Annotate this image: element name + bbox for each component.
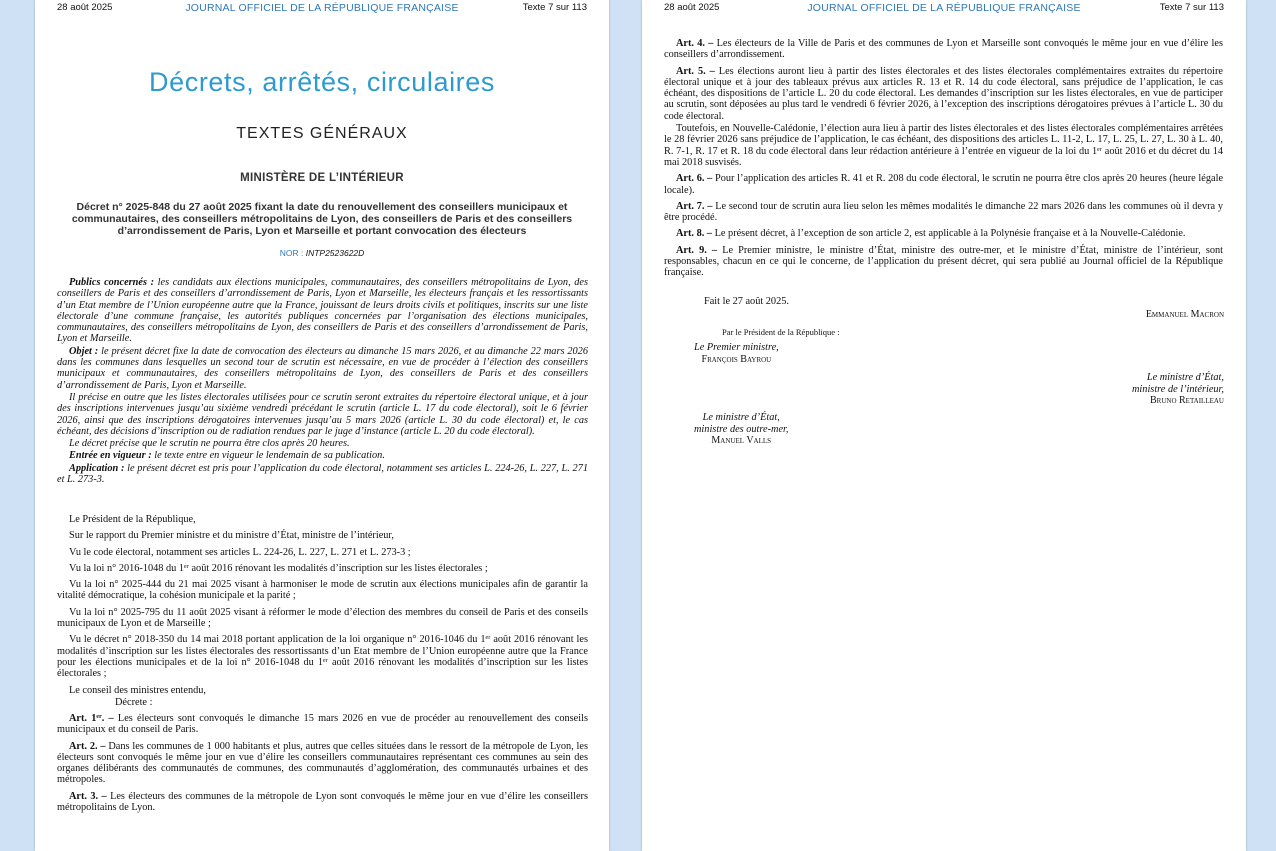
- summary-precise-1: Il précise en outre que les listes électorales utilisées pour ce scrutin seront extraites du répertoire électoral unique, et à jour des inscriptions intervenues jusqu’au sixième vendredi précédant le scrutin (article L. 17 du code électoral), soit le 6 février 2026, ainsi que des inscriptions dérogatoires intervenues jusqu’au 5 mars 2026 (article L. 30 du code électoral) et, le cas échéant, des décisions d’inscription ou de radiation rendues par le juge d’instance (article L. 20 du code électoral).: [57, 391, 588, 437]
- visa-line: Le conseil des ministres entendu,: [69, 684, 206, 696]
- rubric-title: Décrets, arrêtés, circulaires: [149, 67, 495, 97]
- interieur-title-1: Le ministre d’État,: [1146, 372, 1224, 383]
- visa-line: Vu la loi n° 2025-795 du 11 août 2025 visant à réformer le mode d’élection des membres du conseil de Paris et des conseils municipaux de Lyon et de Marseille ;: [57, 606, 588, 630]
- ministry-name: MINISTÈRE DE L’INTÉRIEUR: [240, 172, 404, 184]
- article: Art. 2. – Dans les communes de 1 000 habitants et plus, autres que celles situées dans le ressort de la métropole de Lyon, les électeurs sont convoqués le même jour en vue d’élire les conseillers communautaires représentant ces communes au sein des organes délibérants des communautés de communes, des communautés d’agglomération, des communautés urbaines et des métropoles.: [57, 740, 588, 786]
- document-page-2: [642, 0, 1246, 851]
- visa-line: Vu le code électoral, notamment ses articles L. 224-26, L. 227, L. 271 et L. 273-3 ;: [69, 546, 411, 558]
- article: Art. 7. – Le second tour de scrutin aura lieu selon les mêmes modalités le dimanche 22 mars 2026 dans les communes où il devra y être procédé.: [664, 200, 1223, 224]
- article: Art. 5. – Les élections auront lieu à partir des listes électorales et des listes électorales complémentaires extraites du répertoire électoral unique et à jour des tableaux prévus aux articles R. 13 et R. 14 du code électoral, sans préjudice de l’application, le cas échéant, des dispositions de l’article L. 20 du code électoral. Les demandes d’inscription sur les listes électorales, en vue de participer au scrutin, sont déposées au plus tard le vendredi 6 février 2026, à l’exception des inscriptions dérogatoires prévues à l’article L. 30 du code électoral.: [664, 65, 1224, 122]
- visa-line: Le Président de la République,: [69, 514, 196, 525]
- summary-publics: Publics concernés : les candidats aux élections municipales, communautaires, des conseillers métropolitains de Lyon, des conseillers de Paris et des conseillers d’arrondissement de Paris, Lyon et Marseille, les électeurs français et les ressortissants d’un Etat membre de l’Union européenne autre que la France, jouissant de leurs droits civils et politiques, inscrits sur une liste électorale d’une commune française, les autorités publiques concernées par l’organisation des élections municipales, communautaires, des conseillers métropolitains de Lyon, des conseillers de Paris et des conseillers d’arrondissement de Paris, Lyon et Marseille.: [57, 277, 588, 345]
- decree-title: Décret n° 2025-848 du 27 août 2025 fixant la date du renouvellement des conseillers municipaux et communautaires, des conseillers métropolitains de Lyon, des conseillers de Paris et des conseillers d’arrondissement de Paris, Lyon et Marseille et portant convocation des électeurs: [71, 201, 573, 237]
- nor-label: NOR :: [279, 248, 304, 258]
- articles-page-2: [664, 38, 1223, 284]
- article: Art. 4. – Les électeurs de la Ville de Paris et des communes de Lyon et Marseille sont convoqués le même jour en vue d’élire les conseillers d’arrondissement.: [664, 38, 1223, 61]
- article-continuation: Toutefois, en Nouvelle-Calédonie, l’élection aura lieu à partir des listes électorales et des listes électorales complémentaires arrêtées le 28 février 2026 sans préjudice de l’application, le cas échéant, des dispositions des articles L. 11-2, L. 17, L. 25, L. 27, L. 30 à L. 40, R. 7-1, R. 17 et R. 18 du code électoral dans leur rédaction antérieure à l’entrée en vigueur de la loi du 1ᵉʳ août 2016 et du décret du 14 mai 2018 susvisés.: [664, 123, 1223, 168]
- om-name: Manuel Valls: [711, 435, 772, 446]
- par-le-president: Par le Président de la République :: [722, 327, 840, 337]
- article: Art. 6. – Pour l’application des articles R. 41 et R. 208 du code électoral, le scrutin ne pourra être clos après 20 heures (heure légale locale).: [664, 173, 1224, 196]
- document-page-1: [35, 0, 609, 851]
- decrete-heading: Décrete :: [115, 697, 153, 708]
- interieur-title-2: ministre de l’intérieur,: [1132, 383, 1224, 395]
- header-page-count: Texte 7 sur 113: [1159, 2, 1224, 13]
- article: Art. 8. – Le présent décret, à l’exception de son article 2, est applicable à la Polynésie française et à la Nouvelle-Calédonie.: [676, 228, 1186, 240]
- header-journal-title: JOURNAL OFFICIEL DE LA RÉPUBLIQUE FRANÇAISE: [185, 2, 459, 14]
- page-header: [664, 2, 1224, 16]
- outremer-signature-block: [694, 412, 788, 447]
- nor-reference: [35, 248, 609, 258]
- articles-page-1: [57, 713, 588, 818]
- summary-precise-2: Le décret précise que le scrutin ne pourra être clos après 20 heures.: [69, 438, 350, 450]
- header-date: 28 août 2025: [57, 2, 113, 13]
- page-gutter: [609, 0, 642, 851]
- interieur-name: Bruno Retailleau: [1150, 395, 1224, 406]
- article: Art. 1ᵉʳ. – Les électeurs sont convoqués le dimanche 15 mars 2026 en vue de procéder au renouvellement des conseils municipaux et du conseil de Paris.: [57, 713, 588, 736]
- decree-summary: [57, 277, 588, 486]
- pm-signature-block: [694, 342, 779, 365]
- president-signature: Emmanuel Macron: [1145, 309, 1224, 320]
- header-journal-title: JOURNAL OFFICIEL DE LA RÉPUBLIQUE FRANÇAISE: [807, 2, 1081, 14]
- article: Art. 3. – Les électeurs des communes de la métropole de Lyon sont convoqués le même jour en vue d’élire les conseillers métropolitains de Lyon.: [57, 790, 588, 814]
- summary-application: Application : le présent décret est pris pour l’application du code électoral, notamment ses articles L. 224-26, L. 227, L. 271 et L. 273-3.: [57, 462, 588, 486]
- viewer-background: [1246, 0, 1276, 851]
- visa-line: Vu la loi n° 2016-1048 du 1ᵉʳ août 2016 rénovant les modalités d’inscription sur les listes électorales ;: [69, 562, 488, 574]
- section-title: TEXTES GÉNÉRAUX: [236, 125, 408, 142]
- om-title-2: ministre des outre-mer,: [694, 423, 789, 435]
- pm-name: François Bayrou: [701, 353, 772, 365]
- signature-date: Fait le 27 août 2025.: [704, 296, 789, 307]
- header-page-count: Texte 7 sur 113: [522, 2, 587, 13]
- visa-line: Sur le rapport du Premier ministre et du ministre d’État, ministre de l’intérieur,: [69, 530, 395, 542]
- summary-entree: Entrée en vigueur : le texte entre en vigueur le lendemain de sa publication.: [69, 450, 385, 462]
- visa-line: Vu la loi n° 2025-444 du 21 mai 2025 visant à harmoniser le mode de scrutin aux élections municipales afin de garantir la vitalité démocratique, la cohésion municipale et la parité ;: [57, 579, 588, 602]
- visas: [57, 514, 588, 701]
- nor-value: INTP2523622D: [305, 248, 365, 258]
- article: Art. 9. – Le Premier ministre, le ministre d’État, ministre des outre-mer, et le ministre d’État, ministre de l’intérieur, sont responsables, chacun en ce qui le concerne, de l’application du présent décret, qui sera publié au Journal officiel de la République française.: [664, 244, 1224, 279]
- header-date: 28 août 2025: [664, 2, 720, 13]
- pm-title: Le Premier ministre,: [694, 342, 779, 353]
- summary-objet: Objet : le présent décret fixe la date de convocation des électeurs au dimanche 15 mars 2026, et au dimanche 22 mars 2026 dans les communes dans lesquelles un second tour de scrutin est nécessaire, en vue de procéder à l’élection des conseillers municipaux et communautaires, des conseillers métropolitains de Lyon, des conseillers de Paris et des conseillers d’arrondissement de Paris, Lyon et Marseille.: [57, 345, 588, 391]
- om-title-1: Le ministre d’État,: [702, 412, 780, 423]
- page-header: [57, 2, 587, 16]
- interieur-signature-block: [1132, 372, 1224, 407]
- visa-line: Vu le décret n° 2018-350 du 14 mai 2018 portant application de la loi organique n° 2016-1046 du 1ᵉʳ août 2016 rénovant les modalités d’inscription sur les listes électorales des ressortissants d’un Etat membre de l’Union européenne autre que la France pour les élections municipales et de la loi n° 2016-1048 du 1ᵉʳ août 2016 rénovant les modalités d’inscription sur les listes électorales ;: [57, 634, 588, 680]
